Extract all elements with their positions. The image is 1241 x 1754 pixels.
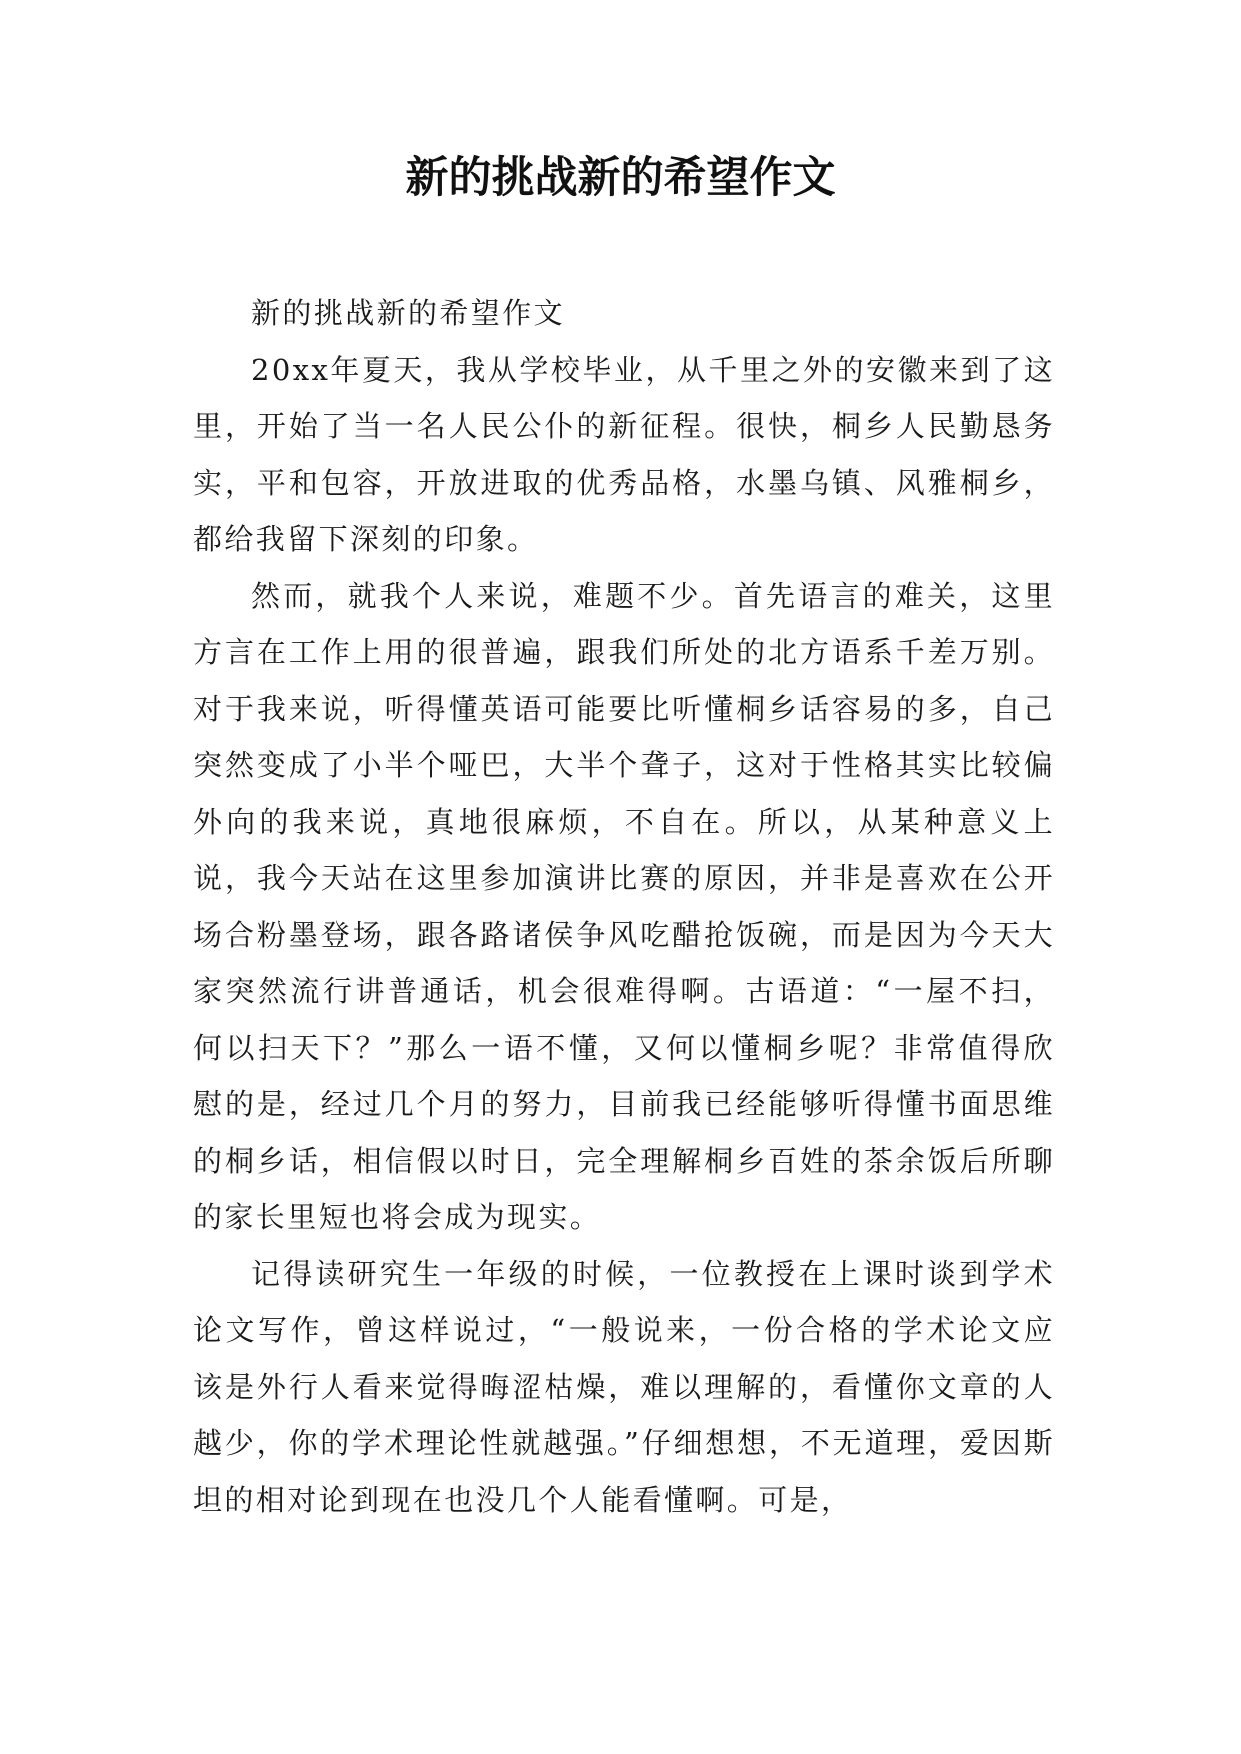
document-body [193, 285, 1055, 1528]
paragraph-subtitle: 新的挑战新的希望作文 [251, 296, 566, 330]
document-title: 新的挑战新的希望作文 [405, 153, 836, 203]
paragraph: 然而，就我个人来说，难题不少。首先语言的难关，这里方言在工作上用的很普遍，跟我们所处的北方语系千差万别。对于我来说，听得懂英语可能要比听懂桐乡话容易的多，自己突然变成了小半个哑巴，大半个聋子，这对于性格其实比较偏外向的我来说，真地很麻烦，不自在。所以，从某种意义上说，我今天站在这里参加演讲比赛的原因，并非是喜欢在公开场合粉墨登场，跟各路诸侯争风吃醋抢饭碗，而是因为今天大家突然流行讲普通话，机会很难得啊。古语道：“一屋不扫，何以扫天下？”那么一语不懂，又何以懂桐乡呢？非常值得欣慰的是，经过几个月的努力，目前我已经能够听得懂书面思维的桐乡话，相信假以时日，完全理解桐乡百姓的茶余饭后所聊的家长里短也将会成为现实。 [193, 578, 1055, 1234]
paragraph: 记得读研究生一年级的时候，一位教授在上课时谈到学术论文写作，曾这样说过，“一般说来，一份合格的学术论文应该是外行人看来觉得晦涩枯燥，难以理解的，看懂你文章的人越少，你的学术理论性就越强。”仔细想想，不无道理，爱因斯坦的相对论到现在也没几个人能看懂啊。可是， [193, 1256, 1055, 1517]
paragraph: 20xx年夏天，我从学校毕业，从千里之外的安徽来到了这里，开始了当一名人民公仆的新征程。很快，桐乡人民勤恳务实，平和包容，开放进取的优秀品格，水墨乌镇、风雅桐乡，都给我留下深刻的印象。 [193, 352, 1055, 556]
